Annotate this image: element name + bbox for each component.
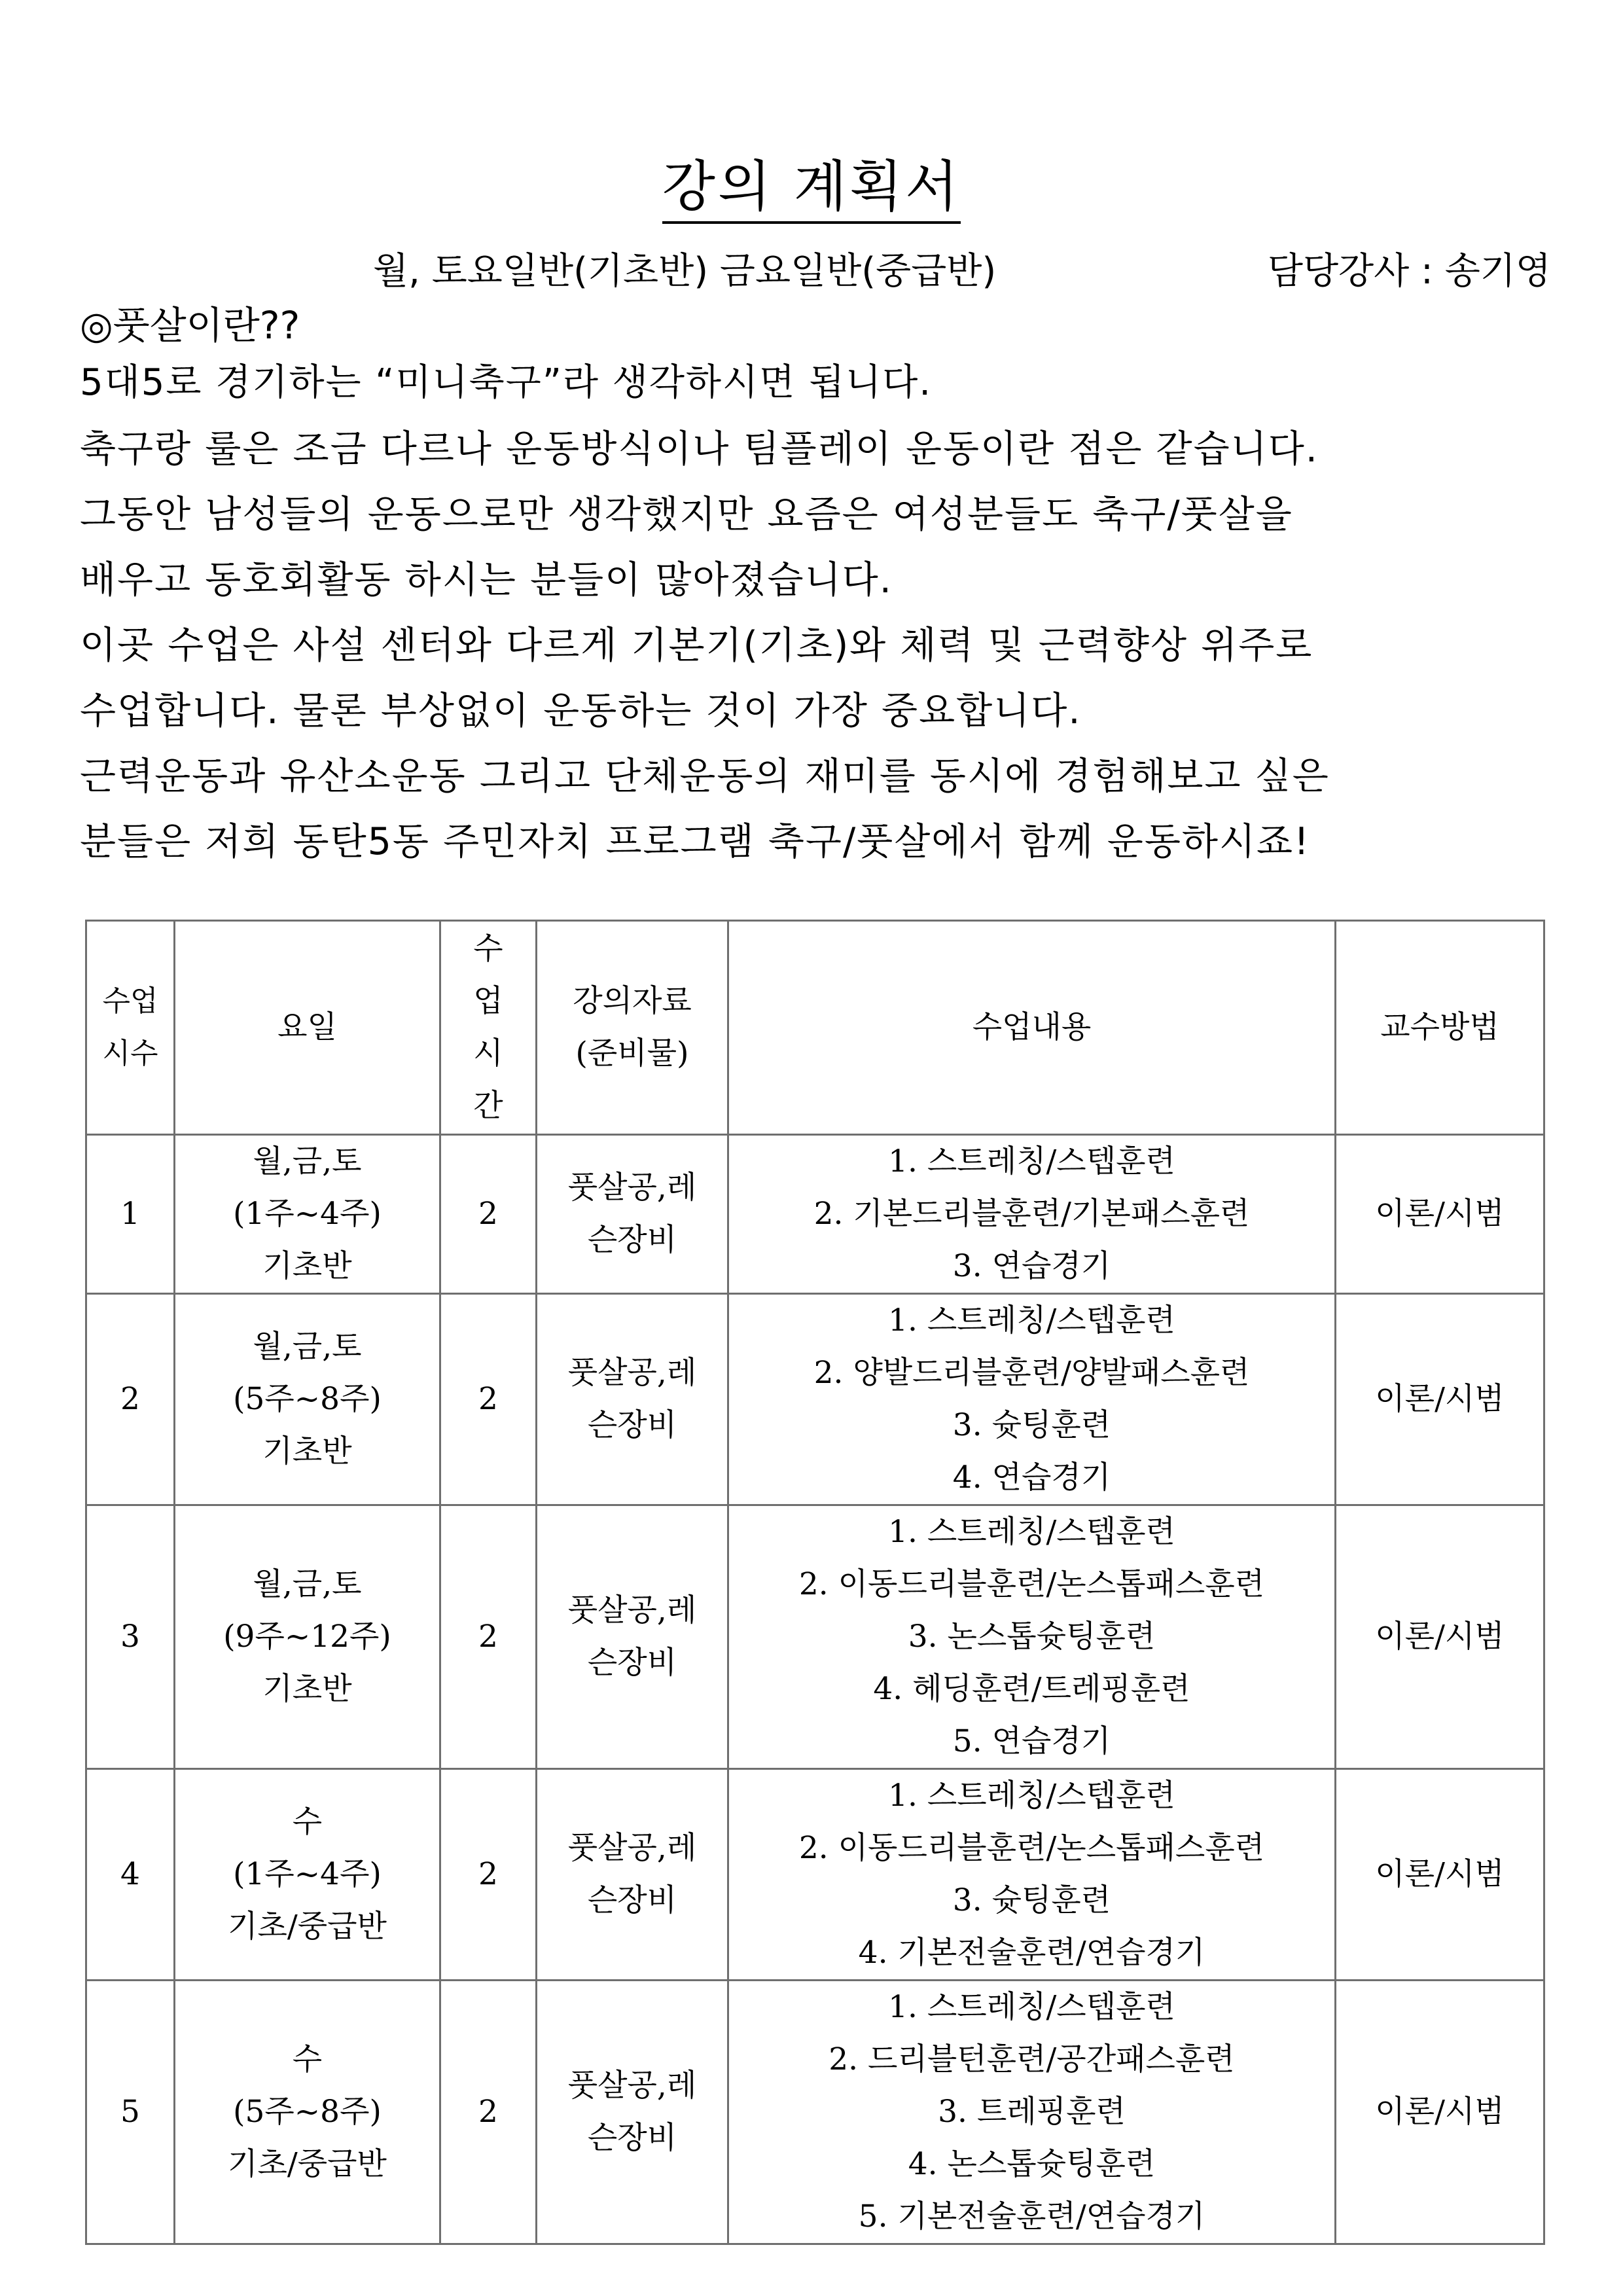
content-line: 1. 스트레칭/스텝훈련 — [888, 1302, 1175, 1338]
cell-day — [175, 1981, 440, 2244]
content-line: 1. 스트레칭/스텝훈련 — [888, 1514, 1175, 1550]
cell-day — [175, 1294, 440, 1505]
cell-hours: 2 — [440, 1505, 537, 1769]
intro-line: 축구랑 룰은 조금 다르나 운동방식이나 팀플레이 운동이란 점은 같습니다. — [80, 427, 1319, 471]
content-line: 3. 슛팅훈련 — [952, 1407, 1111, 1443]
cell-session: 3 — [86, 1505, 175, 1769]
header-material-line: (준비물) — [575, 1035, 689, 1071]
table-header-row — [86, 921, 1544, 1135]
instructor: 담당강사 : 송기영 — [1267, 250, 1551, 293]
material-line: 풋살공,레 — [567, 1830, 697, 1866]
class-schedule: 월, 토요일반(기초반) 금요일반(중급반) — [373, 250, 997, 293]
header-material — [537, 921, 728, 1135]
cell-material — [537, 1981, 728, 2244]
content-line: 1. 스트레칭/스텝훈련 — [888, 1989, 1175, 2025]
cell-method: 이론/시범 — [1336, 1294, 1544, 1505]
table-row — [86, 1135, 1544, 1294]
content-line: 2. 이동드리블훈련/논스톱패스훈련 — [798, 1830, 1265, 1866]
day-line: (5주~8주) — [233, 1381, 382, 1417]
content-line: 4. 연습경기 — [952, 1460, 1111, 1496]
content-line: 4. 논스톱슛팅훈련 — [908, 2146, 1156, 2182]
cell-day — [175, 1769, 440, 1981]
table-row — [86, 1294, 1544, 1505]
content-line: 3. 슛팅훈련 — [952, 1882, 1111, 1918]
intro-line: 5대5로 경기하는 “미니축구”라 생각하시면 됩니다. — [80, 361, 933, 404]
intro-line: 분들은 저희 동탄5동 주민자치 프로그램 축구/풋살에서 함께 운동하시죠! — [80, 820, 1310, 863]
intro-line: 배우고 동호회활동 하시는 분들이 많아졌습니다. — [80, 558, 893, 601]
cell-hours: 2 — [440, 1135, 537, 1294]
intro-line: 이곳 수업은 사설 센터와 다르게 기본기(기초)와 체력 및 근력향상 위주로 — [80, 624, 1313, 667]
header-hours-char: 업 — [473, 983, 503, 1019]
material-line: 슨장비 — [587, 1407, 677, 1443]
header-content: 수업내용 — [728, 921, 1336, 1135]
header-session-line: 수업 — [102, 984, 158, 1018]
intro-line: 그동안 남성들의 운동으로만 생각했지만 요즘은 여성분들도 축구/풋살을 — [80, 493, 1293, 536]
material-line: 슨장비 — [587, 1645, 677, 1681]
day-line: 수 — [292, 1804, 323, 1840]
cell-content — [728, 1294, 1336, 1505]
cell-content — [728, 1135, 1336, 1294]
cell-method: 이론/시범 — [1336, 1981, 1544, 2244]
cell-material — [537, 1505, 728, 1769]
page-title — [0, 143, 1623, 222]
day-line: 월,금,토 — [253, 1143, 362, 1179]
page-title-text: 강의 계획서 — [662, 154, 961, 224]
cell-session: 2 — [86, 1294, 175, 1505]
material-line: 슨장비 — [587, 1882, 677, 1918]
day-line: 기초/중급반 — [228, 2146, 387, 2182]
day-line: (1주~4주) — [233, 1196, 382, 1232]
intro-heading: ◎풋살이란?? — [80, 303, 300, 348]
day-line: (9주~12주) — [223, 1619, 391, 1655]
header-day: 요일 — [175, 921, 440, 1135]
day-line: 수 — [292, 2041, 323, 2077]
content-line: 5. 연습경기 — [952, 1723, 1111, 1759]
cell-day — [175, 1135, 440, 1294]
intro-line: 근력운동과 유산소운동 그리고 단체운동의 재미를 동시에 경험해보고 싶은 — [80, 755, 1330, 798]
header-hours-char: 수 — [473, 931, 503, 967]
header-session-line: 시수 — [102, 1037, 158, 1070]
cell-method: 이론/시범 — [1336, 1769, 1544, 1981]
header-hours-char: 시 — [473, 1035, 503, 1071]
cell-content — [728, 1505, 1336, 1769]
cell-method: 이론/시범 — [1336, 1135, 1544, 1294]
cell-content — [728, 1981, 1336, 2244]
table-row — [86, 1769, 1544, 1981]
day-line: 기초반 — [262, 1248, 352, 1284]
cell-material — [537, 1769, 728, 1981]
content-line: 2. 드리블턴훈련/공간패스훈련 — [829, 2041, 1235, 2077]
cell-content — [728, 1769, 1336, 1981]
content-line: 1. 스트레칭/스텝훈련 — [888, 1778, 1175, 1814]
content-line: 1. 스트레칭/스텝훈련 — [888, 1143, 1175, 1179]
content-line: 4. 헤딩훈련/트레핑훈련 — [873, 1671, 1190, 1707]
cell-method: 이론/시범 — [1336, 1505, 1544, 1769]
day-line: 기초/중급반 — [228, 1909, 387, 1945]
content-line: 4. 기본전술훈련/연습경기 — [858, 1935, 1205, 1971]
intro-line: 수업합니다. 물론 부상없이 운동하는 것이 가장 중요합니다. — [80, 689, 1082, 732]
material-line: 풋살공,레 — [567, 2068, 697, 2104]
content-line: 5. 기본전술훈련/연습경기 — [858, 2198, 1205, 2234]
material-line: 풋살공,레 — [567, 1355, 697, 1391]
day-line: 월,금,토 — [253, 1329, 362, 1365]
cell-session: 4 — [86, 1769, 175, 1981]
header-session — [86, 921, 175, 1135]
cell-session: 5 — [86, 1981, 175, 2244]
cell-hours: 2 — [440, 1294, 537, 1505]
lesson-plan-table — [85, 920, 1545, 2245]
subtitle-line — [373, 242, 1551, 295]
cell-material — [537, 1294, 728, 1505]
table-row — [86, 1981, 1544, 2244]
header-hours-char: 간 — [473, 1088, 503, 1124]
day-line: 기초반 — [262, 1433, 352, 1469]
material-line: 풋살공,레 — [567, 1170, 697, 1206]
content-line: 2. 이동드리블훈련/논스톱패스훈련 — [798, 1566, 1265, 1602]
content-line: 2. 기본드리블훈련/기본패스훈련 — [813, 1196, 1250, 1232]
cell-hours: 2 — [440, 1981, 537, 2244]
day-line: 월,금,토 — [253, 1566, 362, 1602]
material-line: 슨장비 — [587, 1222, 677, 1258]
content-line: 3. 연습경기 — [952, 1248, 1111, 1284]
table-row — [86, 1505, 1544, 1769]
header-hours — [440, 921, 537, 1135]
content-line: 3. 논스톱슛팅훈련 — [908, 1619, 1156, 1655]
cell-session: 1 — [86, 1135, 175, 1294]
content-line: 2. 양발드리블훈련/양발패스훈련 — [813, 1355, 1250, 1391]
day-line: 기초반 — [262, 1671, 352, 1707]
cell-material — [537, 1135, 728, 1294]
day-line: (5주~8주) — [233, 2094, 382, 2130]
header-material-line: 강의자료 — [573, 983, 692, 1019]
cell-day — [175, 1505, 440, 1769]
cell-hours: 2 — [440, 1769, 537, 1981]
content-line: 3. 트레핑훈련 — [938, 2094, 1126, 2130]
material-line: 풋살공,레 — [567, 1592, 697, 1628]
material-line: 슨장비 — [587, 2120, 677, 2156]
header-method: 교수방법 — [1336, 921, 1544, 1135]
day-line: (1주~4주) — [233, 1856, 382, 1892]
